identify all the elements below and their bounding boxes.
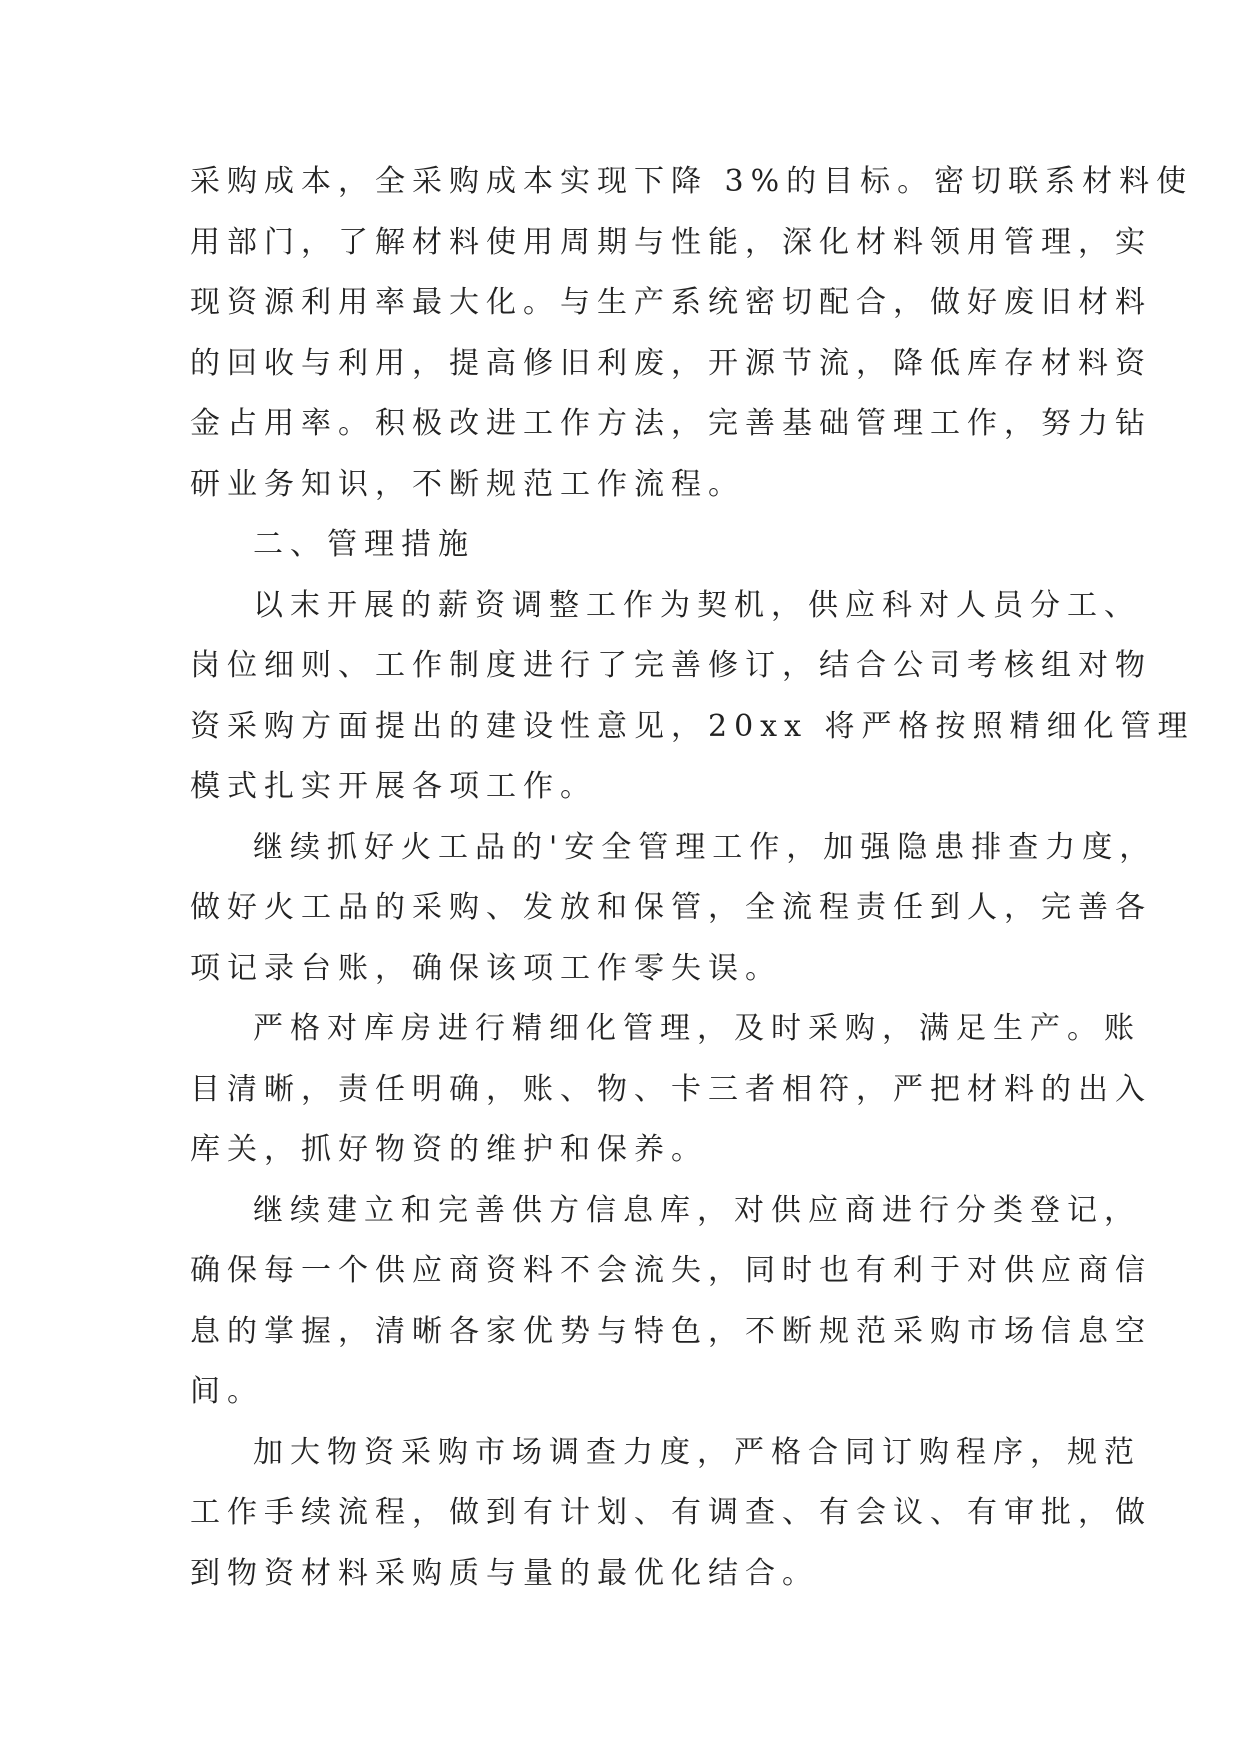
text-line: 岗位细则、工作制度进行了完善修订，结合公司考核组对物 (190, 648, 1152, 683)
text-line: 目清晰，责任明确，账、物、卡三者相符，严把材料的出入 (190, 1071, 1152, 1107)
text-line: 模式扎实开展各项工作。 (190, 769, 597, 804)
text-line: 到物资材料采购质与量的最优化结合。 (190, 1555, 819, 1591)
text-line: 现资源利用率最大化。与生产系统密切配合，做好废旧材料 (190, 285, 1152, 320)
document-body (190, 152, 1195, 1604)
text-line: 资采购方面提出的建设性意见，20xx 将严格按照精细化管理 (190, 708, 1195, 744)
text-line: 确保每一个供应商资料不会流失，同时也有利于对供应商信 (190, 1253, 1152, 1288)
text-line: 用部门，了解材料使用周期与性能，深化材料领用管理，实 (190, 224, 1152, 260)
text-line: 库关，抓好物资的维护和保养。 (190, 1132, 708, 1167)
paragraph-start-line: 继续建立和完善供方信息库，对供应商进行分类登记， (253, 1192, 1141, 1228)
text-line: 息的掌握，清晰各家优势与特色，不断规范采购市场信息空 (190, 1313, 1152, 1349)
paragraph-start-line: 以末开展的薪资调整工作为契机，供应科对人员分工、 (253, 587, 1141, 623)
paragraph-start-line: 加大物资采购市场调查力度，严格合同订购程序，规范 (253, 1434, 1141, 1470)
text-line: 工作手续流程，做到有计划、有调查、有会议、有审批，做 (190, 1495, 1152, 1530)
text-line: 采购成本，全采购成本实现下降 3%的目标。密切联系材料使 (190, 164, 1194, 199)
text-line: 间。 (190, 1374, 264, 1409)
text-line: 研业务知识，不断规范工作流程。 (190, 466, 745, 502)
text-line: 金占用率。积极改进工作方法，完善基础管理工作，努力钻 (190, 406, 1152, 441)
text-line: 做好火工品的采购、发放和保管，全流程责任到人，完善各 (190, 890, 1152, 925)
text-line: 项记录台账，确保该项工作零失误。 (190, 950, 782, 986)
paragraph-start-line: 严格对库房进行精细化管理，及时采购，满足生产。账 (253, 1011, 1141, 1046)
text-line: 的回收与利用，提高修旧利废，开源节流，降低库存材料资 (190, 345, 1152, 381)
paragraph-start-line: 继续抓好火工品的'安全管理工作，加强隐患排查力度， (253, 829, 1157, 865)
section-heading: 二、管理措施 (253, 527, 475, 562)
